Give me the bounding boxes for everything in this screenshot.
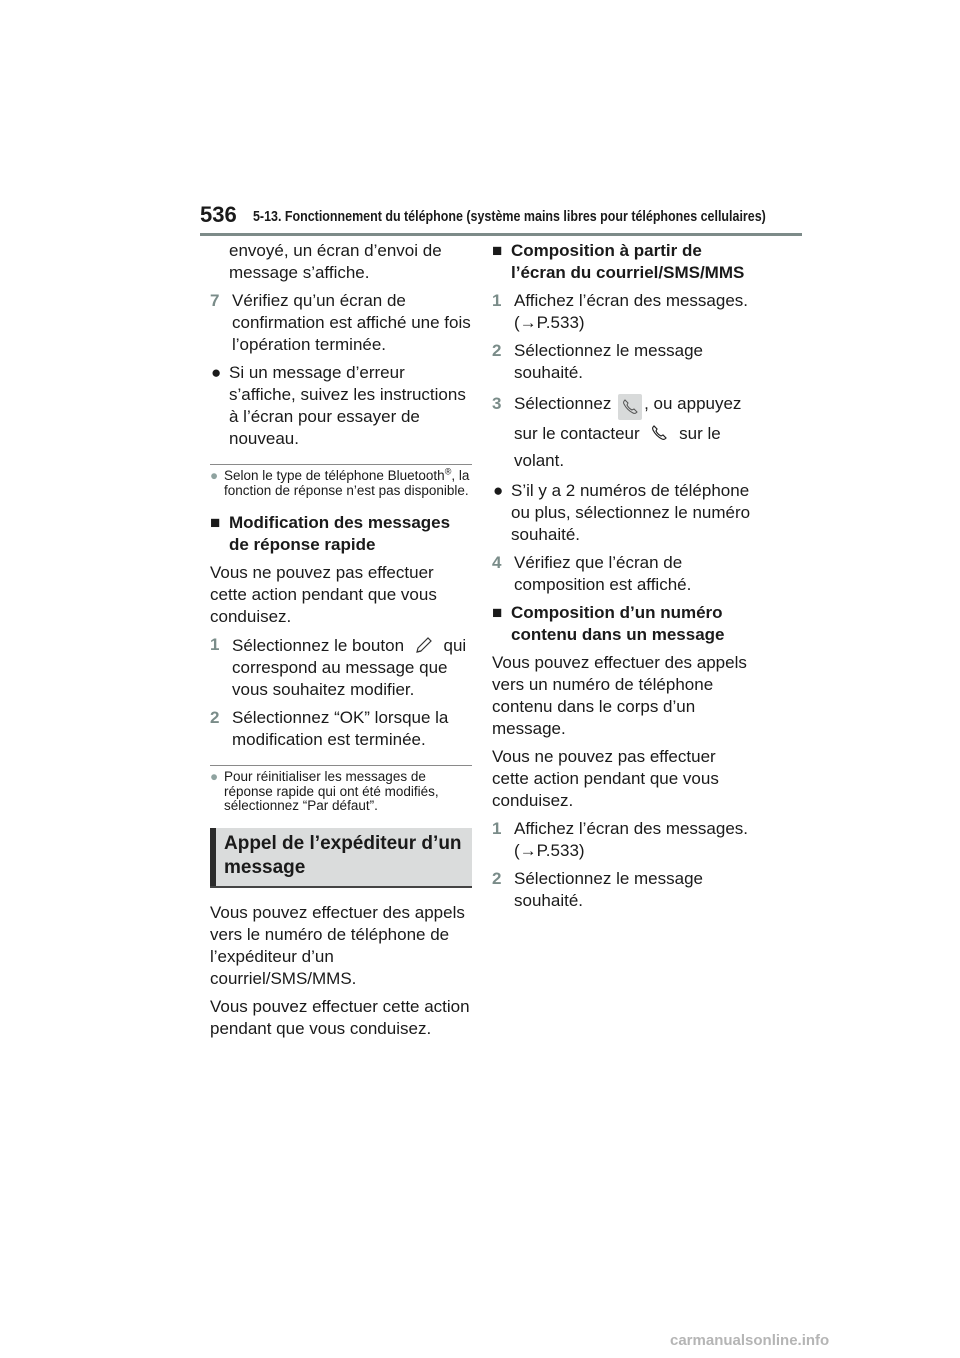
step-text: Affichez l’écran des messages. (→P.533) — [514, 291, 749, 332]
step-text: Sélectionnez le message souhaité. — [514, 341, 704, 382]
section-bar — [210, 828, 216, 886]
square-bullet: ■ — [492, 241, 503, 260]
subheading-compose-number-in-message — [492, 602, 754, 646]
chapter-title: 5-13. Fonctionnement du téléphone (système mains libres pour téléphones cellulaires) — [253, 209, 766, 225]
subheading-text: Composition à partir de l’écran du courriel/SMS/MMS — [511, 241, 745, 282]
pencil-icon — [413, 634, 435, 656]
step-3 — [492, 390, 754, 474]
step-7 — [210, 290, 472, 356]
header-rule — [200, 233, 802, 236]
bullet-text: Si un message d’erreur s’affiche, suivez les instructions à l’écran pour essayer de nouveau. — [229, 363, 466, 448]
note-item — [210, 770, 472, 814]
registered-mark: ® — [444, 466, 452, 477]
paragraph: Vous pouvez effectuer cette action pendant que vous conduisez. — [210, 996, 470, 1038]
step-number: 2 — [492, 869, 502, 888]
note-text-a: Selon le type de téléphone Bluetooth — [224, 468, 445, 483]
page-number: 536 — [200, 202, 237, 227]
bullet-text: S’il y a 2 numéros de téléphone ou plus, sélectionnez le numéro souhaité. — [511, 481, 751, 544]
step-1 — [210, 634, 472, 701]
square-bullet: ■ — [210, 513, 221, 532]
phone-button-icon — [618, 394, 642, 420]
square-bullet: ■ — [492, 603, 503, 622]
step-text: Vérifiez que l’écran de composition est affiché. — [514, 553, 692, 594]
step-text: Sélectionnez le message souhaité. — [514, 869, 704, 910]
step-2 — [210, 707, 472, 751]
step-2 — [492, 340, 754, 384]
step-text-d: sur le volant. — [514, 424, 721, 470]
bullet-error — [210, 362, 472, 450]
step-number: 4 — [492, 553, 502, 572]
step-text: Affichez l’écran des messages. (→P.533) — [514, 819, 749, 860]
step-text: Sélectionnez “OK” lorsque la modification est terminée. — [232, 708, 449, 749]
phone-icon — [650, 424, 668, 442]
subheading-text: Modification des messages de réponse rapide — [229, 513, 451, 554]
watermark: carmanualsonline.info — [670, 1332, 830, 1349]
bullet-dot: ● — [211, 363, 222, 382]
step-1 — [492, 290, 754, 334]
note-reset — [210, 765, 472, 814]
step-1-b — [492, 818, 754, 862]
step-text-c: sur le contacteur — [514, 424, 640, 443]
paragraph: Vous ne pouvez pas effectuer cette action pendant que vous conduisez. — [210, 563, 437, 626]
section-title: Appel de l’expéditeur d’un message — [224, 832, 462, 878]
step-text-b: qui correspond au message que vous souhaitez modifier. — [232, 636, 467, 699]
intro-text — [210, 240, 472, 284]
step-number: 1 — [492, 291, 502, 310]
step-number: 3 — [492, 394, 502, 413]
paragraph: Vous ne pouvez pas effectuer cette action pendant que vous conduisez. — [492, 747, 719, 810]
step-number: 1 — [210, 635, 220, 654]
step-text: Vérifiez qu’un écran de confirmation est affiché une fois l’opération terminée. — [232, 291, 471, 354]
note-text-b: , la fonction de réponse n’est pas disponible. — [224, 468, 470, 498]
bullet-two-numbers — [492, 480, 754, 546]
subheading-text: Composition d’un numéro contenu dans un message — [511, 603, 725, 644]
subheading-quick-reply — [210, 512, 472, 556]
note-item — [210, 466, 472, 498]
subheading-compose-from-email — [492, 240, 754, 284]
step-text-a: Sélectionnez — [514, 394, 612, 413]
note-text: Pour réinitialiser les messages de réponse rapide qui ont été modifiés, sélectionnez “Par défaut”. — [224, 769, 439, 813]
step-text-a: Sélectionnez le bouton — [232, 636, 405, 655]
intro-line-1: envoyé, un écran d’envoi de — [229, 241, 442, 260]
step-number: 1 — [492, 819, 502, 838]
left-column — [210, 240, 472, 1046]
paragraph: Vous pouvez effectuer des appels vers un numéro de téléphone contenu dans le corps d’un message. — [492, 653, 747, 738]
step-text-b: , ou appuyez — [644, 394, 742, 413]
step-number: 7 — [210, 291, 220, 310]
bullet-dot: ● — [493, 481, 504, 500]
page-header — [200, 202, 802, 236]
section-heading — [210, 828, 472, 888]
paragraph: Vous pouvez effectuer des appels vers le numéro de téléphone de l’expéditeur d’un courriel/SMS/MMS. — [210, 902, 465, 988]
step-number: 2 — [210, 708, 220, 727]
intro-line-2: message s’affiche. — [229, 263, 370, 282]
step-4 — [492, 552, 754, 596]
note-dot: ● — [210, 468, 219, 483]
step-2-b — [492, 868, 754, 912]
note-bluetooth — [210, 464, 472, 498]
right-column — [492, 240, 754, 918]
step-number: 2 — [492, 341, 502, 360]
note-dot: ● — [210, 769, 219, 784]
